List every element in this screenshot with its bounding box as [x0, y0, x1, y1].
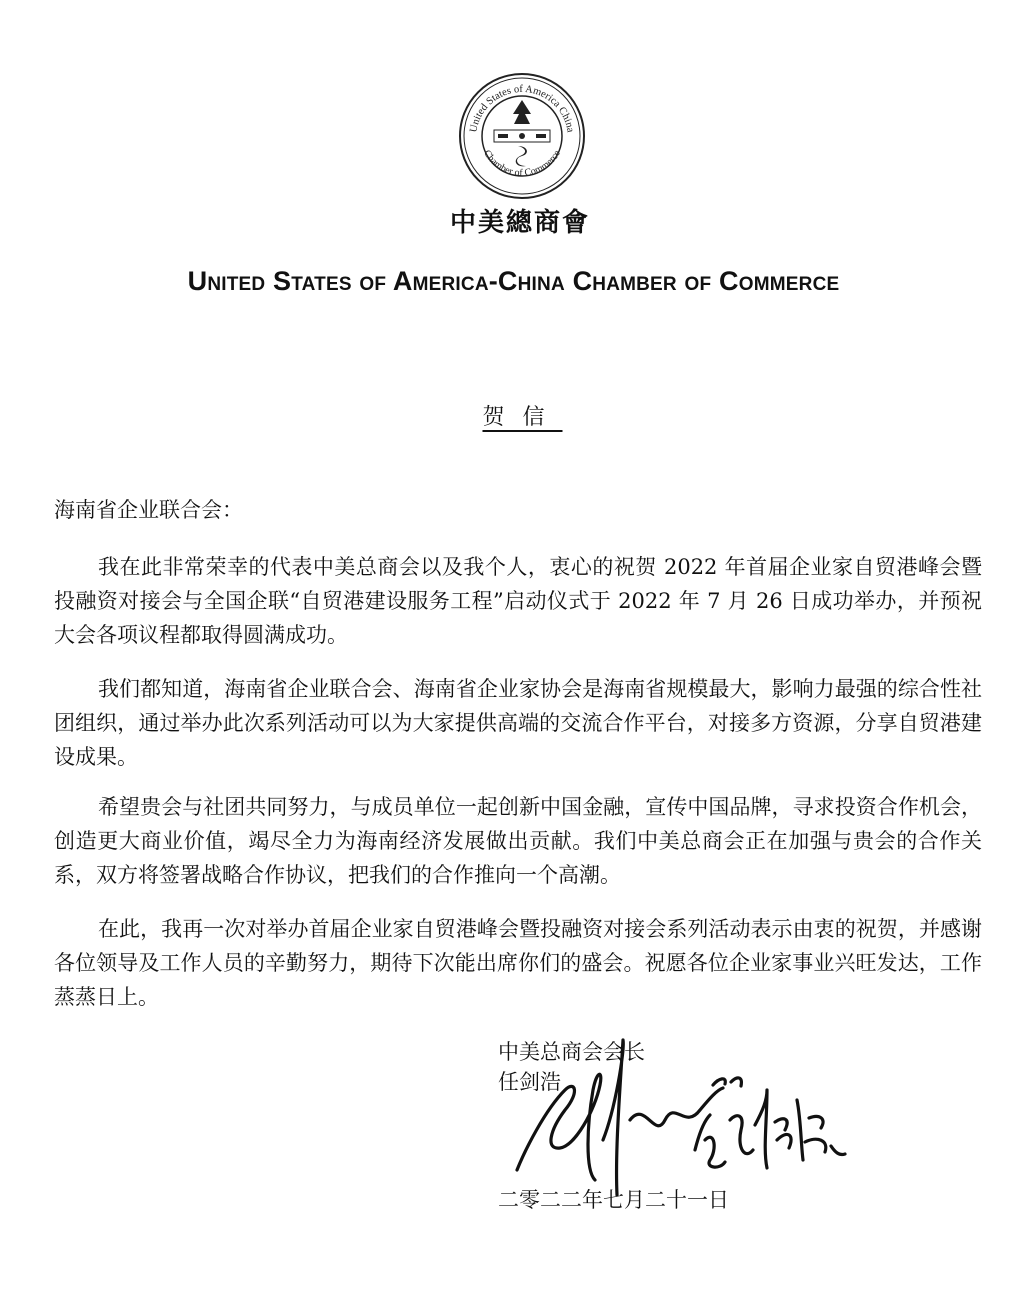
- chamber-chinese-name: 中美總商會: [449, 208, 590, 238]
- svg-text:Chamber of Commerce: Chamber of Commerce: [481, 148, 563, 179]
- letter-salutation: 海南省企业联合会：: [54, 498, 243, 522]
- letter-paragraph: 我们都知道，海南省企业联合会、海南省企业家协会是海南省规模最大，影响力最强的综合性社团组织，通过举办此次系列活动可以为大家提供高端的交流合作平台，对接多方资源，分享自贸港建设成果。: [54, 677, 982, 769]
- letter-title: 贺信: [482, 405, 563, 430]
- chamber-english-name: United States of America-China Chamber of Commerce: [187, 266, 840, 296]
- signer-name: 任剑浩: [498, 1070, 561, 1094]
- letter-paragraph: 希望贵会与社团共同努力，与成员单位一起创新中国金融，宣传中国品牌，寻求投资合作机会，创造更大商业价值，竭尽全力为海南经济发展做出贡献。我们中美总商会正在加强与贵会的合作关系，双方将签署战略合作协议，把我们的合作推向一个高潮。: [54, 795, 982, 887]
- letter-date: 二零二二年七月二十一日: [498, 1188, 729, 1212]
- seal-emblem-icon: [458, 72, 586, 200]
- signer-title: 中美总商会会长: [498, 1040, 645, 1064]
- chamber-seal-logo: [458, 72, 586, 200]
- letter-paragraph: 在此，我再一次对举办首届企业家自贸港峰会暨投融资对接会系列活动表示由衷的祝贺，并感谢各位领导及工作人员的辛勤努力，期待下次能出席你们的盛会。祝愿各位企业家事业兴旺发达，工作蒸蒸日上。: [54, 917, 982, 1009]
- letter-paragraph: 我在此非常荣幸的代表中美总商会以及我个人，衷心的祝贺 2022 年首届企业家自贸港峰会暨投融资对接会与全国企联“自贸港建设服务工程”启动仪式于 2022 年 7 月 26 日成功举办，并预祝大会各项议程都取得圆满成功。: [54, 555, 982, 647]
- svg-text:United States of America China: United States of America China: [468, 83, 576, 134]
